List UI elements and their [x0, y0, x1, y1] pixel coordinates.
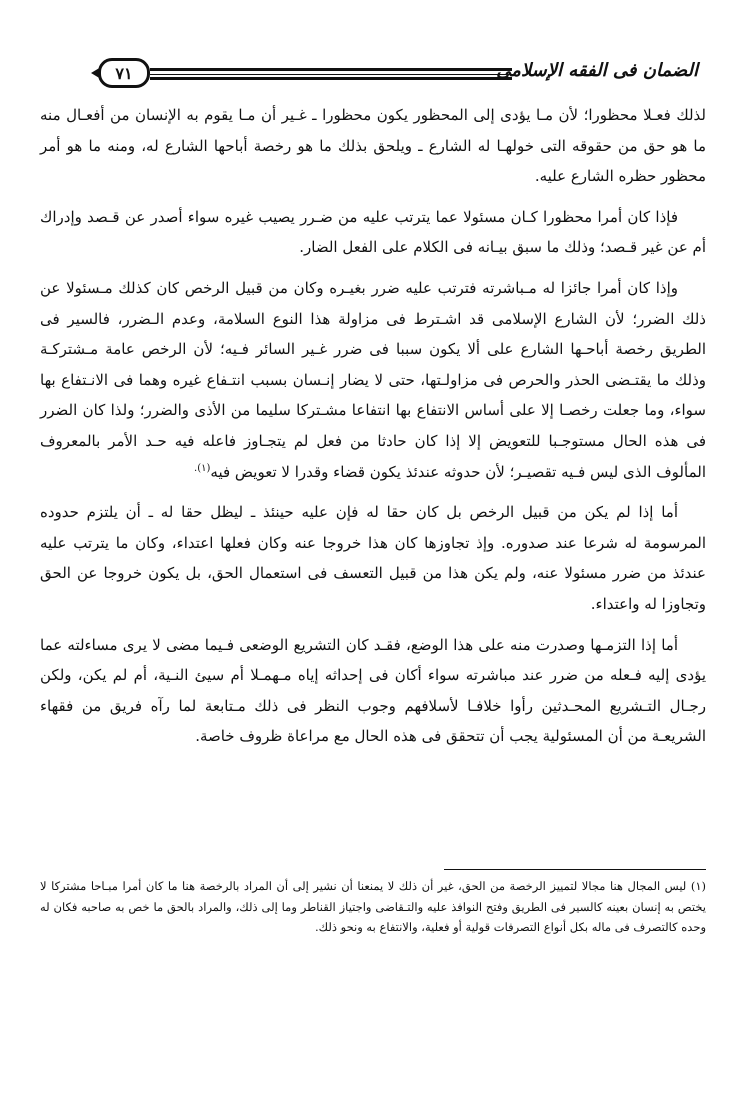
- paragraph-3: [40, 273, 706, 487]
- page-number: [98, 58, 150, 88]
- footnote-divider: [444, 869, 706, 870]
- footnote: (١) ليس المجال هنا مجالا لتمييز الرخصة من الحق، غير أن ذلك لا يمنعنا أن نشير إلى أن المراد بالرخصة هنا ما كان أمرا مبـاحا مشتركا لا يختص به إنسان بعينه كالسير فى الطريق وفتح النوافذ عليه والتـقاضى واجتياز القناطر وما إلى ذلك، والمراد بالحق ما خص به صاحبه فكان له وحده كالتصرف فى ماله بكل أنواع التصرفات قولية أو فعلية، والانتفاع به ونحو ذلك.: [40, 879, 706, 934]
- paragraph-4: أما إذا لم يكن من قبيل الرخص بل كان حقا له فإن عليه حينئذ ـ ليظل حقا له ـ أن يلتزم حدوده المرسومة له شرعا عند صدوره. وإذ تجاوزها كان هذا خروجا عنه وكان فعلها اعتداء، وكان ما يترتب عليه عندئذ من ضرر مسئولا عنه، ولم يكن هذا من قبيل التعسف فى استعمال الحق، بل يكون خروجا عن الحق وتجاوزا له واعتداء.: [40, 503, 706, 613]
- page-header: [98, 58, 698, 94]
- paragraph-1: لذلك فعـلا محظورا؛ لأن مـا يؤدى إلى المحظور يكون محظورا ـ غـير أن مـا يقوم به الإنسان من أفعـال منه ما هو حق من حقوقه التى خولهـا له الشارع ـ ويلحق بذلك ما هو رخصة أباحها الشارع له، ومنه ما هو أمر محظور حظره الشارع عليه.: [40, 106, 706, 186]
- paragraph-2: فإذا كان أمرا محظورا كـان مسئولا عما يترتب عليه من ضـرر يصيب غيره سواء أصدر عن قـصد وإدراك أم عن غير قـصد؛ وذلك ما سبق بيـانه فى الكلام على الفعل الضار.: [40, 207, 706, 257]
- header-rule: [150, 68, 512, 80]
- paragraph-3-text: وإذا كان أمرا جائزا له مـباشرته فترتب عليه ضرر بغيـره وكان من قبيل الرخص كان كذلك مـسئولا عن ذلك الضرر؛ لأن الشارع الإسلامى قد اشـترط فى مزاولة هذا النوع السلامة، وعدم الـضرر، فالسير فى الطريق رخصة أباحـها الشارع على ألا يكون سببا فى ضرر غـير السائر فـيه؛ لأن الرخص عامة مـشتركـة وذلك ما يقتـضى الحذر والحرص فى مزاولـتها، حتى لا يضار إنـسان بسبب انتـفاع غيره وهما فى الانـتفاع بها سواء، وما جعلت رخصـا إلا على أساس الانتفاع بها انتفاعا مشـتركا سليما من الأذى والضرر؛ ولذا كان الضرر فى هذه الحال مستوجـبا للتعويض إلا إذا كان حادثا من فعل لم يتجـاوز فاعله فيه حـد الأمر بالمعروف المألوف الذى ليس فـيه تقصيـر؛ لأن حدوثه عندئذ يكون قضاء وقدرا لا تعويض فيه: [40, 278, 706, 481]
- paragraph-5: أما إذا التزمـها وصدرت منه على هذا الوضع، فقـد كان التشريع الوضعى فـيما مضى لا يرى مساءلته عما يؤدى إليه فـعله من ضرر عند مباشرته سواء أكان فى إحداثه إياه مـهمـلا أم سيئ النـية، أم لم يكن، ولكن رجـال التـشريع المحـدثين رأوا خلافـا لأسلافهم وجوب النظر فى ذلك مـتابعة لما رآه فريق من فقهاء الشريعـة من أن المسئولية يجب أن تتحقق فى هذه الحال مع مراعاة ظروف خاصة.: [40, 635, 706, 746]
- running-title: الضمان فى الفقه الإسلامى: [496, 60, 698, 81]
- page-number-text: ٧١: [115, 63, 133, 83]
- body-text: [40, 100, 706, 752]
- footnote-reference: (١).: [194, 462, 211, 474]
